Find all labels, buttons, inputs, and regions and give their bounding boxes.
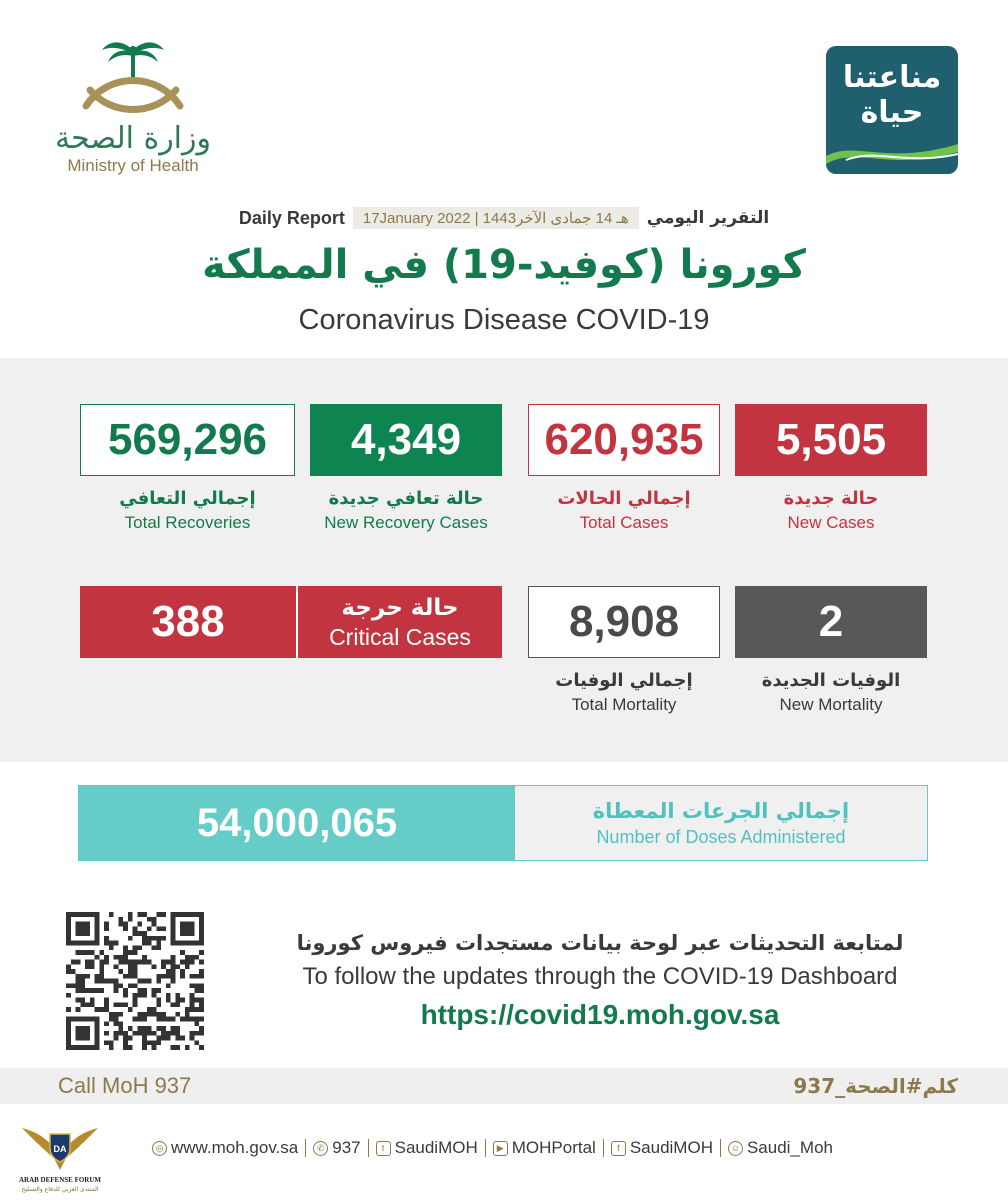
total-mortality-label: [528, 668, 720, 716]
new-recoveries-label-arabic: حالة تعافي جديدة: [328, 488, 484, 509]
critical-cases-value: 388: [80, 586, 296, 658]
new-recoveries-value: 4,349: [310, 404, 502, 476]
social-link-twitter[interactable]: [376, 1138, 478, 1158]
doses-label-english: Number of Doses Administered: [596, 827, 846, 847]
campaign-logo-line2: حياة: [860, 95, 924, 130]
critical-cases-label-english: Critical Cases: [329, 624, 471, 650]
total-recoveries-label: [80, 486, 295, 534]
moh-name-english: Ministry of Health: [67, 156, 199, 175]
doses-label: [515, 786, 927, 860]
facebook-icon: f: [611, 1141, 626, 1156]
globe-icon: ◎: [152, 1141, 167, 1156]
report-title-english: Daily Report: [238, 207, 345, 228]
new-cases-label-english: New Cases: [787, 513, 875, 532]
social-link-phone[interactable]: [313, 1138, 360, 1158]
total-cases-label: [528, 486, 720, 534]
social-label: MOHPortal: [511, 1138, 596, 1157]
social-label: www.moh.gov.sa: [171, 1138, 299, 1157]
divider: [368, 1139, 369, 1157]
new-mortality-label: [735, 668, 927, 716]
campaign-logo-line1: مناعتنا: [842, 60, 942, 95]
total-recoveries-label-arabic: إجمالي التعافي: [119, 488, 256, 509]
new-mortality-label-arabic: الوفيات الجديدة: [761, 670, 901, 691]
critical-cases-card: [80, 586, 502, 658]
social-link-facebook[interactable]: [611, 1138, 713, 1158]
social-link-snapchat[interactable]: [728, 1138, 833, 1158]
eagle-shield-icon: [20, 1118, 100, 1172]
new-cases-label-arabic: حالة جديدة: [783, 488, 879, 509]
social-label: SaudiMOH: [394, 1138, 478, 1157]
social-links: [152, 1136, 833, 1160]
moh-logo: [48, 36, 218, 186]
total-recoveries-value: 569,296: [80, 404, 295, 476]
phone-icon: ✆: [313, 1141, 328, 1156]
social-label: Saudi_Moh: [746, 1138, 833, 1157]
twitter-icon: t: [376, 1141, 391, 1156]
total-cases-value: 620,935: [528, 404, 720, 476]
svg-text:DA: DA: [53, 1144, 67, 1154]
snapchat-icon: ☺: [728, 1141, 743, 1156]
new-mortality-label-english: New Mortality: [779, 695, 883, 714]
total-recoveries-label-english: Total Recoveries: [124, 513, 251, 532]
doses-card: [78, 785, 928, 861]
palm-swords-emblem-icon: [68, 36, 198, 118]
divider: [485, 1139, 486, 1157]
social-label: 937: [332, 1138, 361, 1157]
report-title-arabic: التقرير اليومي: [646, 208, 770, 228]
dashboard-link[interactable]: https://covid19.moh.gov.sa: [420, 999, 780, 1030]
divider: [720, 1139, 721, 1157]
stats-panel: [0, 358, 1008, 762]
campaign-wave-icon: [826, 136, 958, 166]
qr-code-icon[interactable]: [66, 912, 204, 1050]
total-cases-label-english: Total Cases: [579, 513, 669, 532]
divider: [603, 1139, 604, 1157]
total-mortality-label-arabic: إجمالي الوفيات: [555, 670, 693, 691]
page-title-english: Coronavirus Disease COVID-19: [298, 304, 710, 336]
social-link-youtube[interactable]: [493, 1138, 596, 1158]
social-link-website[interactable]: [152, 1138, 298, 1158]
youtube-icon: ▶: [493, 1141, 508, 1156]
critical-cases-label: [296, 586, 502, 658]
total-mortality-label-english: Total Mortality: [571, 695, 677, 714]
divider: [305, 1139, 306, 1157]
report-date: 17January 2022 | 1443هـ 14 جمادى الآخر: [353, 207, 639, 229]
social-label: SaudiMOH: [629, 1138, 713, 1157]
new-recoveries-label: [300, 486, 512, 534]
call-bar: [0, 1068, 1008, 1104]
watermark-logo: [6, 1118, 114, 1198]
dashboard-text-arabic: لمتابعة التحديثات عبر لوحة بيانات مستجدات فيروس كورونا: [296, 931, 904, 955]
doses-value: 54,000,065: [79, 786, 515, 860]
new-mortality-value: 2: [735, 586, 927, 658]
new-cases-label: [735, 486, 927, 534]
moh-name-arabic: وزارة الصحة: [55, 121, 211, 156]
total-cases-label-arabic: إجمالي الحالات: [557, 488, 691, 509]
call-moh-english: Call MoH 937: [58, 1073, 192, 1098]
new-recoveries-label-english: New Recovery Cases: [324, 513, 488, 532]
dashboard-text-english: To follow the updates through the COVID-19 Dashboard: [302, 963, 898, 990]
page-title-arabic: كورونا (كوفيد-19) في المملكة: [202, 242, 806, 288]
watermark-text-english: ARAB DEFENSE FORUM: [18, 1176, 102, 1184]
doses-label-arabic: إجمالي الجرعات المعطاة: [592, 799, 850, 823]
call-moh-hashtag: كلم#الصحة_937: [793, 1074, 958, 1098]
new-cases-value: 5,505: [735, 404, 927, 476]
campaign-logo: [826, 46, 958, 174]
report-line: [0, 205, 1008, 231]
critical-cases-label-arabic: حالة حرجة: [341, 595, 459, 621]
total-mortality-value: 8,908: [528, 586, 720, 658]
watermark-text-arabic: المنتدى العربي للدفاع والتسليح: [21, 1186, 99, 1193]
